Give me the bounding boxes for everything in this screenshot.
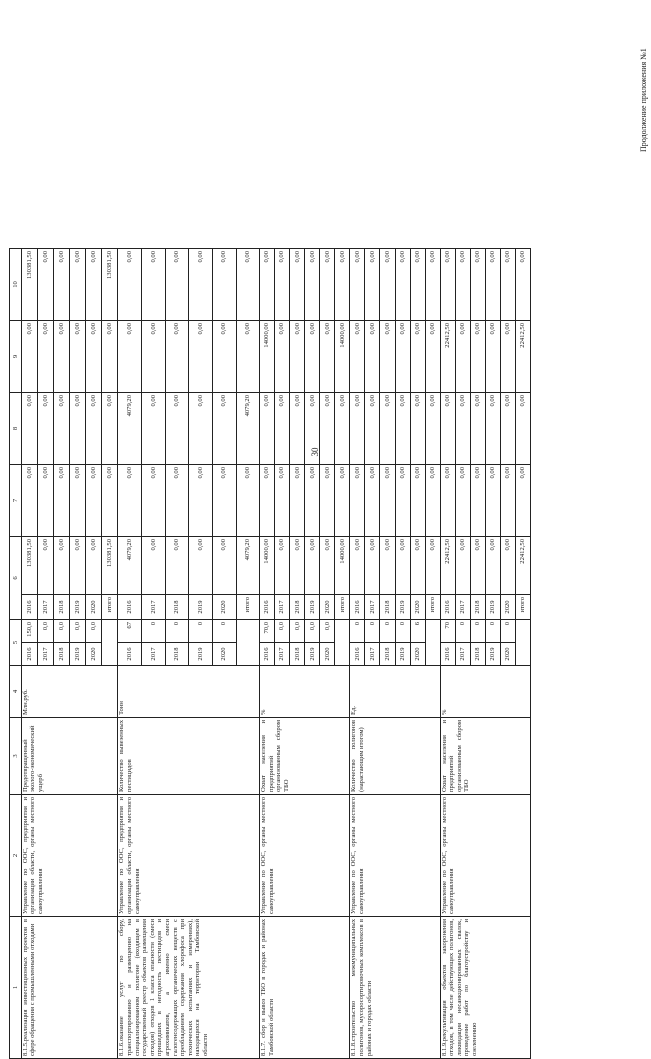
funding-federal: 0,00 xyxy=(260,464,275,536)
funding-local: 0,00 xyxy=(380,320,395,392)
funding-total: 130381,50 xyxy=(21,536,37,594)
target-value: 0 xyxy=(350,619,365,642)
funding-other: 0,00 xyxy=(455,248,470,320)
funding-year: 2019 xyxy=(70,594,86,619)
funding-other: 0,00 xyxy=(290,248,305,320)
target-year: 2020 xyxy=(212,643,236,666)
funding-local: 0,00 xyxy=(21,320,37,392)
funding-total: 0,00 xyxy=(189,536,213,594)
target-year: 2018 xyxy=(165,643,189,666)
funding-total: 0,00 xyxy=(290,536,305,594)
funding-regional: 0,00 xyxy=(470,392,485,464)
funding-regional: 0,00 xyxy=(485,392,500,464)
funding-local: 0,00 xyxy=(365,320,380,392)
total-spacer xyxy=(515,619,530,665)
total-local: 22412,50 xyxy=(515,320,530,392)
target-year: 2018 xyxy=(290,643,305,666)
table-row xyxy=(21,248,37,1058)
target-year: 2016 xyxy=(118,643,142,666)
total-label: итого xyxy=(102,594,118,619)
table-row xyxy=(350,248,365,1058)
funding-year: 2019 xyxy=(189,594,213,619)
funding-regional: 0,00 xyxy=(275,392,290,464)
funding-regional: 0,00 xyxy=(189,392,213,464)
funding-total: 0,00 xyxy=(395,536,410,594)
target-year: 2020 xyxy=(500,643,515,666)
total-other: 0,00 xyxy=(425,248,440,320)
header-number: 1 xyxy=(10,917,22,1059)
funding-regional: 0,00 xyxy=(350,392,365,464)
funding-total: 0,00 xyxy=(142,536,166,594)
funding-federal: 0,00 xyxy=(455,464,470,536)
funding-regional: 0,00 xyxy=(365,392,380,464)
target-year: 2017 xyxy=(365,643,380,666)
total-sum: 130381,50 xyxy=(102,536,118,594)
funding-year: 2020 xyxy=(500,594,515,619)
funding-other: 0,00 xyxy=(500,248,515,320)
funding-local: 0,00 xyxy=(118,320,142,392)
target-year: 2019 xyxy=(189,643,213,666)
measure-description: 8.1.8.строительство межмуниципальных полигонов, мусоросортировочных комплексов в районах и городах области xyxy=(350,917,440,1059)
funding-year: 2017 xyxy=(142,594,166,619)
target-year: 2019 xyxy=(485,643,500,666)
funding-regional: 0,00 xyxy=(290,392,305,464)
target-value: 0 xyxy=(142,619,166,642)
funding-other: 0,00 xyxy=(320,248,335,320)
funding-federal: 0,00 xyxy=(21,464,37,536)
funding-local: 0,00 xyxy=(395,320,410,392)
funding-regional: 0,00 xyxy=(320,392,335,464)
funding-year: 2020 xyxy=(410,594,425,619)
target-value: 0,0 xyxy=(290,619,305,642)
total-other: 0,00 xyxy=(236,248,260,320)
page-number: 30 xyxy=(310,447,320,457)
funding-regional: 0,00 xyxy=(54,392,70,464)
funding-total: 0,00 xyxy=(275,536,290,594)
funding-year: 2016 xyxy=(118,594,142,619)
funding-other: 0,00 xyxy=(54,248,70,320)
funding-federal: 0,00 xyxy=(320,464,335,536)
target-year: 2016 xyxy=(350,643,365,666)
total-federal: 0,00 xyxy=(515,464,530,536)
funding-year: 2018 xyxy=(165,594,189,619)
funding-year: 2019 xyxy=(485,594,500,619)
funding-year: 2016 xyxy=(440,594,455,619)
header-number: 5 xyxy=(10,619,22,665)
program-table-sheet xyxy=(9,249,531,1059)
target-value: 0 xyxy=(380,619,395,642)
executor-cell: Управление по ООС, предприятия и организации области, органы местного самоуправления xyxy=(21,795,118,917)
funding-year: 2018 xyxy=(290,594,305,619)
funding-federal: 0,00 xyxy=(165,464,189,536)
header-number: 2 xyxy=(10,795,22,917)
funding-year: 2017 xyxy=(365,594,380,619)
funding-local: 0,00 xyxy=(320,320,335,392)
funding-year: 2018 xyxy=(470,594,485,619)
target-year: 2016 xyxy=(440,643,455,666)
total-sum: 4079,20 xyxy=(236,536,260,594)
target-value: 0 xyxy=(365,619,380,642)
funding-year: 2016 xyxy=(260,594,275,619)
total-regional: 0,00 xyxy=(335,392,350,464)
funding-year: 2020 xyxy=(86,594,102,619)
funding-federal: 0,00 xyxy=(275,464,290,536)
target-value: 0 xyxy=(395,619,410,642)
total-regional: 0,00 xyxy=(102,392,118,464)
funding-total: 0,00 xyxy=(165,536,189,594)
funding-total: 0,00 xyxy=(365,536,380,594)
funding-federal: 0,00 xyxy=(86,464,102,536)
target-year: 2017 xyxy=(37,643,53,666)
funding-regional: 0,00 xyxy=(37,392,53,464)
target-year: 2018 xyxy=(470,643,485,666)
funding-other: 0,00 xyxy=(189,248,213,320)
indicator-cell: Предотвращенный эколого-экономический ущерб xyxy=(21,718,118,795)
funding-other: 0,00 xyxy=(365,248,380,320)
unit-cell: % xyxy=(260,666,350,718)
indicator-cell: Охват населения и предприятий организованным сбором ТБО xyxy=(440,718,530,795)
total-spacer xyxy=(335,619,350,665)
funding-year: 2017 xyxy=(455,594,470,619)
target-year: 2020 xyxy=(410,643,425,666)
funding-total: 22412,50 xyxy=(440,536,455,594)
funding-federal: 0,00 xyxy=(440,464,455,536)
target-value: 0 xyxy=(485,619,500,642)
funding-total: 0,00 xyxy=(455,536,470,594)
total-other: 0,00 xyxy=(515,248,530,320)
funding-total: 0,00 xyxy=(350,536,365,594)
target-year: 2017 xyxy=(275,643,290,666)
funding-regional: 0,00 xyxy=(21,392,37,464)
funding-federal: 0,00 xyxy=(410,464,425,536)
funding-other: 0,00 xyxy=(142,248,166,320)
funding-local: 0,00 xyxy=(275,320,290,392)
funding-regional: 0,00 xyxy=(142,392,166,464)
funding-local: 0,00 xyxy=(165,320,189,392)
funding-federal: 0,00 xyxy=(365,464,380,536)
target-year: 2019 xyxy=(70,643,86,666)
measure-description: 8.1.6.оказание услуг по сбору, транспортированию и размещению на специализированном полигоне (входящем в государственный реестр объектов размещения отходов) отходов 1 класса опасности (смеси пришедших в негодность пестицидов и агрохимикатов, а именно смеси галогенсодержащих органических веществ с преобладанием содержания хлорофоса при технических испытаниях и измерениях), находящихся на территории Тамбовской области xyxy=(118,917,260,1059)
funding-federal: 0,00 xyxy=(37,464,53,536)
funding-year: 2019 xyxy=(305,594,320,619)
unit-cell: Тонн xyxy=(118,666,260,718)
funding-other: 0,00 xyxy=(118,248,142,320)
target-year: 2018 xyxy=(380,643,395,666)
funding-total: 0,00 xyxy=(410,536,425,594)
total-sum: 22412,50 xyxy=(515,536,530,594)
funding-other: 0,00 xyxy=(86,248,102,320)
funding-year: 2017 xyxy=(37,594,53,619)
funding-federal: 0,00 xyxy=(142,464,166,536)
target-value: 6 xyxy=(410,619,425,642)
executor-cell: Управление по ООС, органы местного самоуправления xyxy=(350,795,440,917)
funding-local: 0,00 xyxy=(86,320,102,392)
total-federal: 0,00 xyxy=(236,464,260,536)
funding-other: 0,00 xyxy=(260,248,275,320)
funding-other: 0,00 xyxy=(305,248,320,320)
funding-federal: 0,00 xyxy=(500,464,515,536)
total-spacer xyxy=(425,619,440,665)
target-year: 2020 xyxy=(320,643,335,666)
funding-total: 0,00 xyxy=(470,536,485,594)
funding-total: 14000,00 xyxy=(260,536,275,594)
total-local: 0,00 xyxy=(425,320,440,392)
funding-federal: 0,00 xyxy=(118,464,142,536)
target-value: 0,0 xyxy=(70,619,86,642)
total-local: 0,00 xyxy=(236,320,260,392)
funding-year: 2016 xyxy=(350,594,365,619)
indicator-cell: Количество вывезенных пестицидов xyxy=(118,718,260,795)
funding-year: 2017 xyxy=(275,594,290,619)
funding-federal: 0,00 xyxy=(395,464,410,536)
funding-local: 0,00 xyxy=(70,320,86,392)
funding-regional: 0,00 xyxy=(212,392,236,464)
target-value: 0 xyxy=(189,619,213,642)
funding-local: 0,00 xyxy=(500,320,515,392)
funding-other: 0,00 xyxy=(165,248,189,320)
funding-total: 0,00 xyxy=(70,536,86,594)
funding-other: 0,00 xyxy=(212,248,236,320)
funding-federal: 0,00 xyxy=(485,464,500,536)
funding-local: 0,00 xyxy=(54,320,70,392)
header-number: 4 xyxy=(10,666,22,718)
target-value: 0 xyxy=(455,619,470,642)
funding-local: 22412,50 xyxy=(440,320,455,392)
total-spacer xyxy=(102,619,118,665)
target-year: 2017 xyxy=(142,643,166,666)
funding-year: 2018 xyxy=(380,594,395,619)
funding-local: 14000,00 xyxy=(260,320,275,392)
funding-other: 0,00 xyxy=(485,248,500,320)
table-row xyxy=(260,248,275,1058)
target-value: 0,0 xyxy=(54,619,70,642)
total-label: итого xyxy=(335,594,350,619)
funding-regional: 0,00 xyxy=(305,392,320,464)
total-regional: 0,00 xyxy=(515,392,530,464)
executor-cell: Управление по ООС, органы местного самоуправления xyxy=(440,795,530,917)
total-label: итого xyxy=(425,594,440,619)
funding-local: 0,00 xyxy=(410,320,425,392)
funding-federal: 0,00 xyxy=(54,464,70,536)
unit-cell: % xyxy=(440,666,530,718)
funding-local: 0,00 xyxy=(142,320,166,392)
funding-regional: 0,00 xyxy=(455,392,470,464)
funding-local: 0,00 xyxy=(212,320,236,392)
funding-regional: 0,00 xyxy=(440,392,455,464)
target-year: 2019 xyxy=(305,643,320,666)
target-value: 0,0 xyxy=(275,619,290,642)
funding-total: 0,00 xyxy=(37,536,53,594)
table-body xyxy=(10,248,531,1058)
funding-other: 0,00 xyxy=(70,248,86,320)
funding-total: 0,00 xyxy=(380,536,395,594)
target-value: 0,0 xyxy=(86,619,102,642)
indicator-cell: Охват населения и предприятий организованным сбором ТБО xyxy=(260,718,350,795)
funding-year: 2020 xyxy=(320,594,335,619)
funding-year: 2018 xyxy=(54,594,70,619)
target-year: 2019 xyxy=(395,643,410,666)
funding-total: 0,00 xyxy=(485,536,500,594)
funding-federal: 0,00 xyxy=(305,464,320,536)
funding-local: 0,00 xyxy=(189,320,213,392)
target-year: 2020 xyxy=(86,643,102,666)
target-value: 0 xyxy=(470,619,485,642)
funding-regional: 0,00 xyxy=(260,392,275,464)
total-spacer xyxy=(236,619,260,665)
target-value: 0 xyxy=(165,619,189,642)
funding-total: 0,00 xyxy=(54,536,70,594)
target-year: 2016 xyxy=(260,643,275,666)
total-federal: 0,00 xyxy=(102,464,118,536)
total-sum: 0,00 xyxy=(425,536,440,594)
target-value: 0 xyxy=(212,619,236,642)
unit-cell: Ед. xyxy=(350,666,440,718)
total-federal: 0,00 xyxy=(425,464,440,536)
funding-local: 0,00 xyxy=(470,320,485,392)
total-sum: 14000,00 xyxy=(335,536,350,594)
target-value: 0 xyxy=(500,619,515,642)
funding-regional: 4079,20 xyxy=(118,392,142,464)
target-year: 2018 xyxy=(54,643,70,666)
funding-other: 0,00 xyxy=(395,248,410,320)
measure-description: 8.1.7. сбор и вывоз ТБО в городах и районах Тамбовской области xyxy=(260,917,350,1059)
funding-regional: 0,00 xyxy=(500,392,515,464)
header-number: 7 xyxy=(10,464,22,536)
total-label: итого xyxy=(236,594,260,619)
funding-other: 130381,50 xyxy=(21,248,37,320)
header-number: 3 xyxy=(10,718,22,795)
funding-federal: 0,00 xyxy=(70,464,86,536)
indicator-cell: Количество полигонов (нарастающим итогом) xyxy=(350,718,440,795)
funding-other: 0,00 xyxy=(440,248,455,320)
target-value: 0,0 xyxy=(320,619,335,642)
target-value: 0,0 xyxy=(305,619,320,642)
funding-federal: 0,00 xyxy=(290,464,305,536)
funding-regional: 0,00 xyxy=(380,392,395,464)
target-value: 0,0 xyxy=(37,619,53,642)
program-measures-table xyxy=(9,248,531,1059)
funding-regional: 0,00 xyxy=(86,392,102,464)
funding-other: 0,00 xyxy=(470,248,485,320)
executor-cell: Управление по ООС, органы местного самоуправления xyxy=(260,795,350,917)
header-number: 8 xyxy=(10,392,22,464)
funding-regional: 0,00 xyxy=(395,392,410,464)
target-year: 2017 xyxy=(455,643,470,666)
funding-total: 4079,20 xyxy=(118,536,142,594)
funding-local: 0,00 xyxy=(305,320,320,392)
total-other: 0,00 xyxy=(335,248,350,320)
measure-description: 8.1.5.реализация инвестиционных проектов в сфере обращения с промышленными отходами xyxy=(21,917,118,1059)
header-number: 9 xyxy=(10,320,22,392)
column-number-row xyxy=(10,248,22,1058)
funding-total: 0,00 xyxy=(305,536,320,594)
table-row xyxy=(440,248,455,1058)
funding-federal: 0,00 xyxy=(189,464,213,536)
funding-other: 0,00 xyxy=(410,248,425,320)
measure-description: 8.1.9.рекультивация объектов захоронения отходов, в том числе действующих полигонов, ликвидация несанкционированных свалок, проведение работ по благоустройству и озеленению xyxy=(440,917,530,1059)
total-regional: 4079,20 xyxy=(236,392,260,464)
funding-year: 2020 xyxy=(212,594,236,619)
funding-total: 0,00 xyxy=(500,536,515,594)
funding-total: 0,00 xyxy=(86,536,102,594)
header-number: 10 xyxy=(10,248,22,320)
funding-local: 0,00 xyxy=(350,320,365,392)
funding-year: 2016 xyxy=(21,594,37,619)
target-value: 70 xyxy=(440,619,455,642)
funding-regional: 0,00 xyxy=(165,392,189,464)
funding-regional: 0,00 xyxy=(70,392,86,464)
funding-regional: 0,00 xyxy=(410,392,425,464)
funding-year: 2019 xyxy=(395,594,410,619)
funding-local: 0,00 xyxy=(290,320,305,392)
total-other: 130381,50 xyxy=(102,248,118,320)
total-local: 0,00 xyxy=(102,320,118,392)
funding-local: 0,00 xyxy=(455,320,470,392)
table-row xyxy=(118,248,142,1058)
funding-federal: 0,00 xyxy=(470,464,485,536)
header-number: 6 xyxy=(10,536,22,619)
funding-federal: 0,00 xyxy=(350,464,365,536)
total-regional: 0,00 xyxy=(425,392,440,464)
funding-federal: 0,00 xyxy=(380,464,395,536)
funding-total: 0,00 xyxy=(212,536,236,594)
unit-cell: Млн.руб. xyxy=(21,666,118,718)
total-federal: 0,00 xyxy=(335,464,350,536)
funding-other: 0,00 xyxy=(37,248,53,320)
funding-federal: 0,00 xyxy=(212,464,236,536)
funding-local: 0,00 xyxy=(485,320,500,392)
target-value: 67 xyxy=(118,619,142,642)
executor-cell: Управление по ООС, предприятия и организации области, органы местного самоуправления xyxy=(118,795,260,917)
target-year: 2016 xyxy=(21,643,37,666)
funding-local: 0,00 xyxy=(37,320,53,392)
funding-other: 0,00 xyxy=(275,248,290,320)
target-value: 70,0 xyxy=(260,619,275,642)
total-label: итого xyxy=(515,594,530,619)
total-local: 14000,00 xyxy=(335,320,350,392)
target-value: 150,0 xyxy=(21,619,37,642)
funding-other: 0,00 xyxy=(380,248,395,320)
funding-other: 0,00 xyxy=(350,248,365,320)
continuation-note: Продолжение приложения №1 xyxy=(639,48,648,152)
funding-total: 0,00 xyxy=(320,536,335,594)
